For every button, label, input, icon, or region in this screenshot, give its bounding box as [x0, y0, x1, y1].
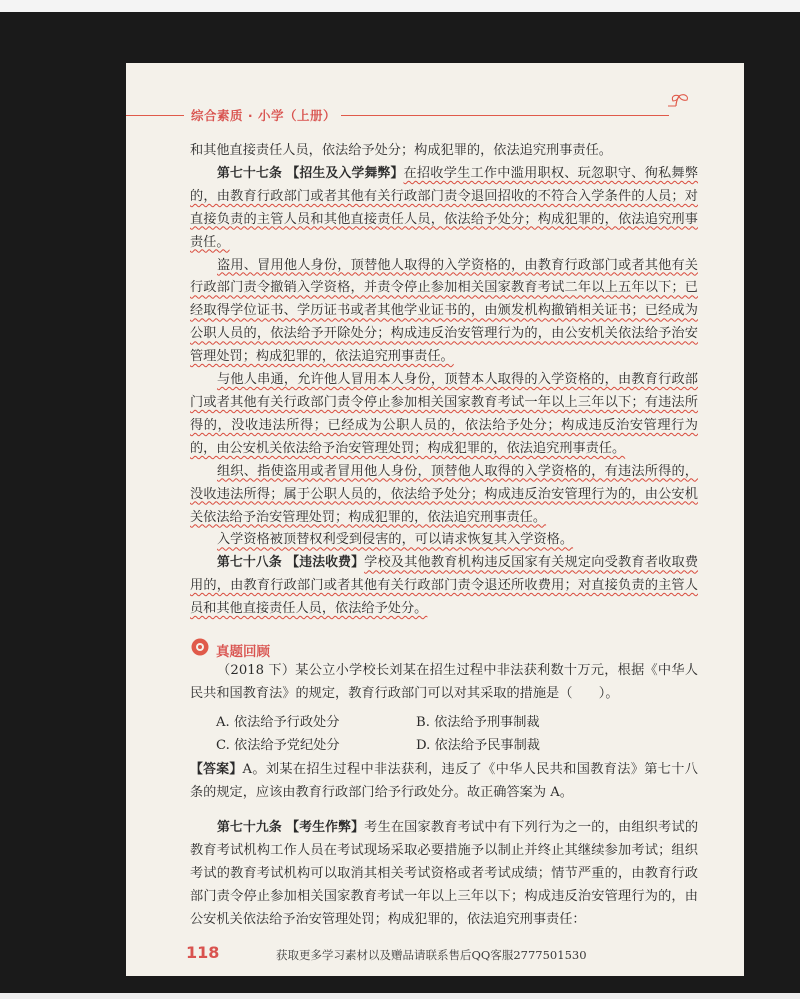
article-77-para-3: 与他人串通，允许他人冒用本人身份，顶替本人取得的入学资格的，由教育行政部门或者其他有关行政部门责令停止参加相关国家教育考试一年以上三年以下；有违法所得的，没收违法所得；已经成为公职人员的，依法给予处分；构成违反治安管理行为的，由公安机关依法给予治安管理处罚；构成犯罪的，依法追究刑事责任。: [190, 372, 698, 456]
article-79-number: 第七十九条: [217, 820, 282, 835]
option-c: C. 依法给予党纪处分: [216, 738, 340, 753]
article-77-number: 第七十七条: [217, 165, 283, 181]
footer-note: 获取更多学习素材以及赠品请联系售后QQ客服2777501530: [276, 948, 587, 962]
review-question-block: [190, 660, 698, 706]
article-77: [190, 163, 698, 255]
option-a: A. 依法给予行政处分: [216, 715, 340, 730]
review-section-title: 真题回顾: [216, 644, 270, 660]
article-78-text: 学校及其他教育机构违反国家有关规定向受教育者收取费用的，由教育行政部门或者其他有关行政部门责令退还所收费用；对直接负责的主管人员和其他直接责任人员，依法给予处分。: [190, 555, 699, 617]
book-page: [126, 63, 744, 976]
page-number: 118: [186, 943, 220, 962]
article-79-block: [190, 817, 698, 932]
article-78-number: 第七十八条: [217, 555, 282, 571]
article-77-tag: 【招生及入学舞弊】: [286, 165, 404, 181]
article-77-para-4: 组织、指使盗用或者冒用他人身份，顶替他人取得的入学资格的，有违法所得的，没收违法所得；属于公职人员的，依法给予处分；构成违反治安管理行为的，由公安机关依法给予治安管理处罚；构成犯罪的，依法追究刑事责任。: [190, 463, 698, 525]
article-79-text: 考生在国家教育考试中有下列行为之一的，由组织考试的教育考试机构工作人员在考试现场采取必要措施予以制止并终止其继续参加考试；组织考试的教育考试机构可以取消其相关考试资格或者考试成绩；情节严重的，由教育行政部门责令停止参加相关国家教育考试一年以上三年以下；构成违反治安管理行为的，由公安机关依法给予治安管理处罚；构成犯罪的，依法追究刑事责任：: [190, 820, 699, 927]
running-header: [126, 105, 744, 125]
review-answer-block: [190, 759, 698, 805]
article-77-para-5: 入学资格被顶替权利受到侵害的，可以请求恢复其入学资格。: [217, 532, 574, 548]
article-78-tag: 【违法收费】: [286, 555, 365, 571]
article-78: [190, 552, 698, 621]
sprout-icon: [666, 93, 692, 113]
answer-label: 【答案】: [190, 762, 243, 777]
review-answer: [190, 759, 698, 805]
main-text: [190, 140, 698, 621]
scan-bottom-edge: [0, 993, 800, 999]
header-rule-left: [126, 115, 184, 116]
review-question: （2018 下）某公立小学校长刘某在招生过程中非法获利数十万元，根据《中华人民共和国教育法》的规定，教育行政部门可以对其采取的措施是（ ）。: [190, 663, 698, 701]
article-79-tag: 【考生作弊】: [286, 820, 365, 835]
continued-paragraph: 和其他直接责任人员，依法给予处分；构成犯罪的，依法追究刑事责任。: [190, 143, 612, 158]
scan-top-edge: [0, 0, 800, 12]
header-rule-right: [341, 115, 669, 116]
option-d: D. 依法给予民事制裁: [416, 738, 540, 753]
article-77-text: 在招收学生工作中滥用职权、玩忽职守、徇私舞弊的，由教育行政部门或者其他有关行政部门责令退回招收的不符合入学条件的人员；对直接负责的主管人员和其他直接责任人员，依法给予处分；构成犯罪的，依法追究刑事责任。: [190, 165, 699, 250]
book-title: 综合素质 · 小学（上册）: [191, 108, 336, 123]
review-flower-icon: [190, 637, 210, 657]
article-77-para-2: 盗用、冒用他人身份，顶替他人取得的入学资格的，由教育行政部门或者其他有关行政部门责令撤销入学资格，并责令停止参加相关国家教育考试二年以上五年以下；已经取得学位证书、学历证书或者其他学业证书的，由颁发机构撤销相关证书；已经成为公职人员的，依法给予开除处分；构成违反治安管理行为的，由公安机关依法给予治安管理处罚；构成犯罪的，依法追究刑事责任。: [190, 257, 698, 365]
article-79: [190, 817, 698, 932]
answer-text: A。刘某在招生过程中非法获利，违反了《中华人民共和国教育法》第七十八条的规定，应该由教育行政部门给予行政处分。故正确答案为 A。: [190, 762, 698, 800]
review-options: [216, 711, 636, 759]
option-b: B. 依法给予刑事制裁: [416, 715, 540, 730]
